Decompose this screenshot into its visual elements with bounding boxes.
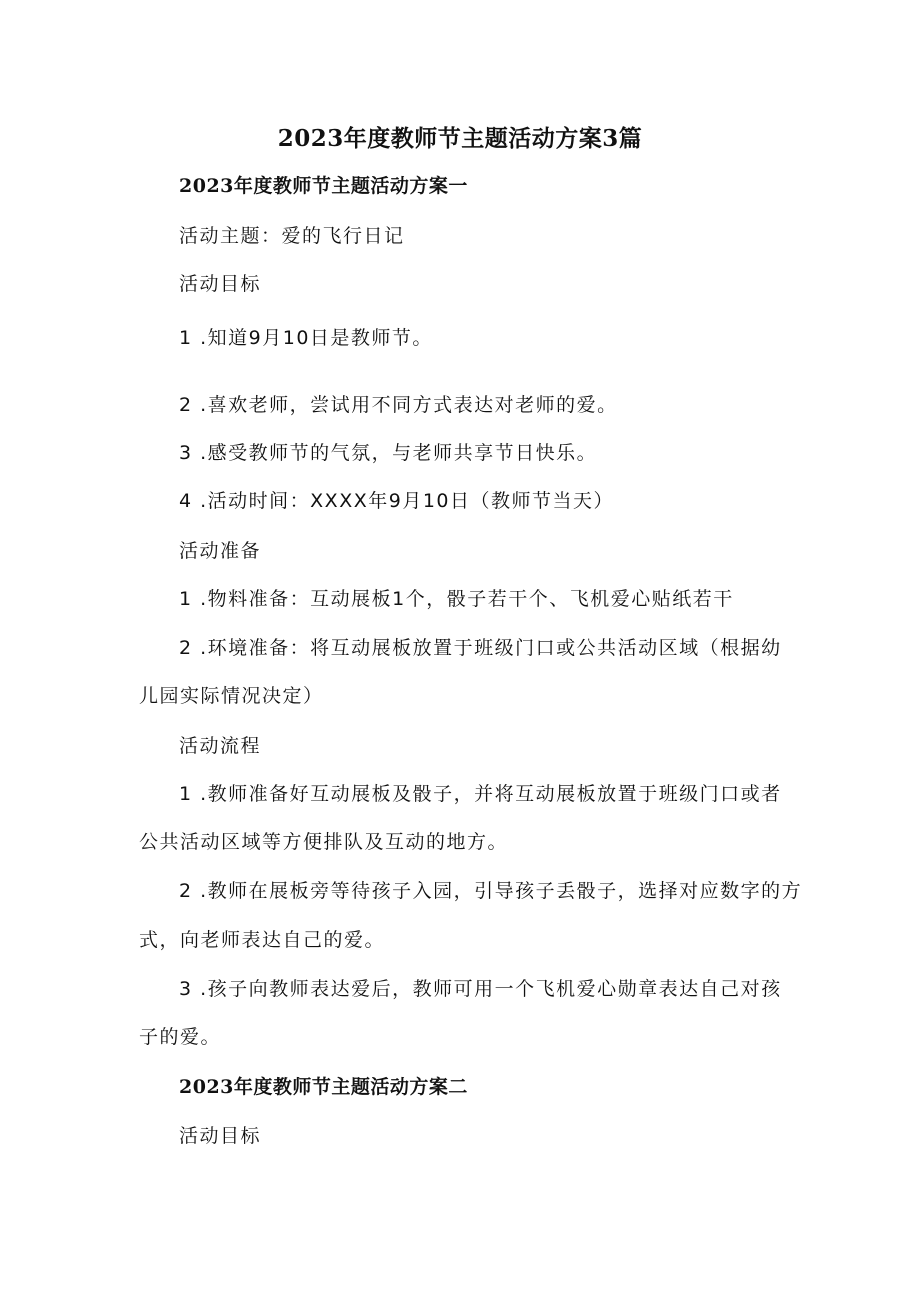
subheading-goals: 活动目标 — [179, 273, 262, 295]
preparation-item-2: 2 .环境准备：将互动展板放置于班级门口或公共活动区域（根据幼 — [179, 637, 782, 659]
subheading-process: 活动流程 — [179, 735, 262, 757]
preparation-item-1: 1 .物料准备：互动展板1个，骰子若干个、飞机爱心贴纸若干 — [179, 588, 734, 610]
document-title: 2023年度教师节主题活动方案3篇 — [277, 125, 643, 152]
process-item-3-cont: 子的爱。 — [139, 1026, 222, 1048]
process-item-3: 3 .孩子向教师表达爱后，教师可用一个飞机爱心勋章表达自己对孩 — [179, 978, 782, 1000]
process-item-2-cont: 式，向老师表达自己的爱。 — [139, 929, 386, 951]
section-heading-2: 2023年度教师节主题活动方案二 — [179, 1076, 468, 1098]
activity-theme-line: 活动主题：爱的飞行日记 — [179, 225, 405, 247]
process-item-1-cont: 公共活动区域等方便排队及互动的地方。 — [139, 831, 509, 853]
preparation-item-2-cont: 儿园实际情况决定） — [139, 685, 324, 707]
goal-item-3: 3 .感受教师节的气氛，与老师共享节日快乐。 — [179, 442, 598, 464]
goal-item-2: 2 .喜欢老师，尝试用不同方式表达对老师的爱。 — [179, 394, 618, 416]
subheading-goals-2: 活动目标 — [179, 1125, 262, 1147]
process-item-1: 1 .教师准备好互动展板及骰子，并将互动展板放置于班级门口或者 — [179, 783, 782, 805]
section-heading-1: 2023年度教师节主题活动方案一 — [179, 175, 468, 197]
process-item-2: 2 .教师在展板旁等待孩子入园，引导孩子丢骰子，选择对应数字的方 — [179, 880, 803, 902]
goal-item-1: 1 .知道9月10日是教师节。 — [179, 327, 433, 349]
subheading-preparation: 活动准备 — [179, 540, 262, 562]
goal-item-4: 4 .活动时间：XXXX年9月10日（教师节当天） — [179, 490, 614, 512]
